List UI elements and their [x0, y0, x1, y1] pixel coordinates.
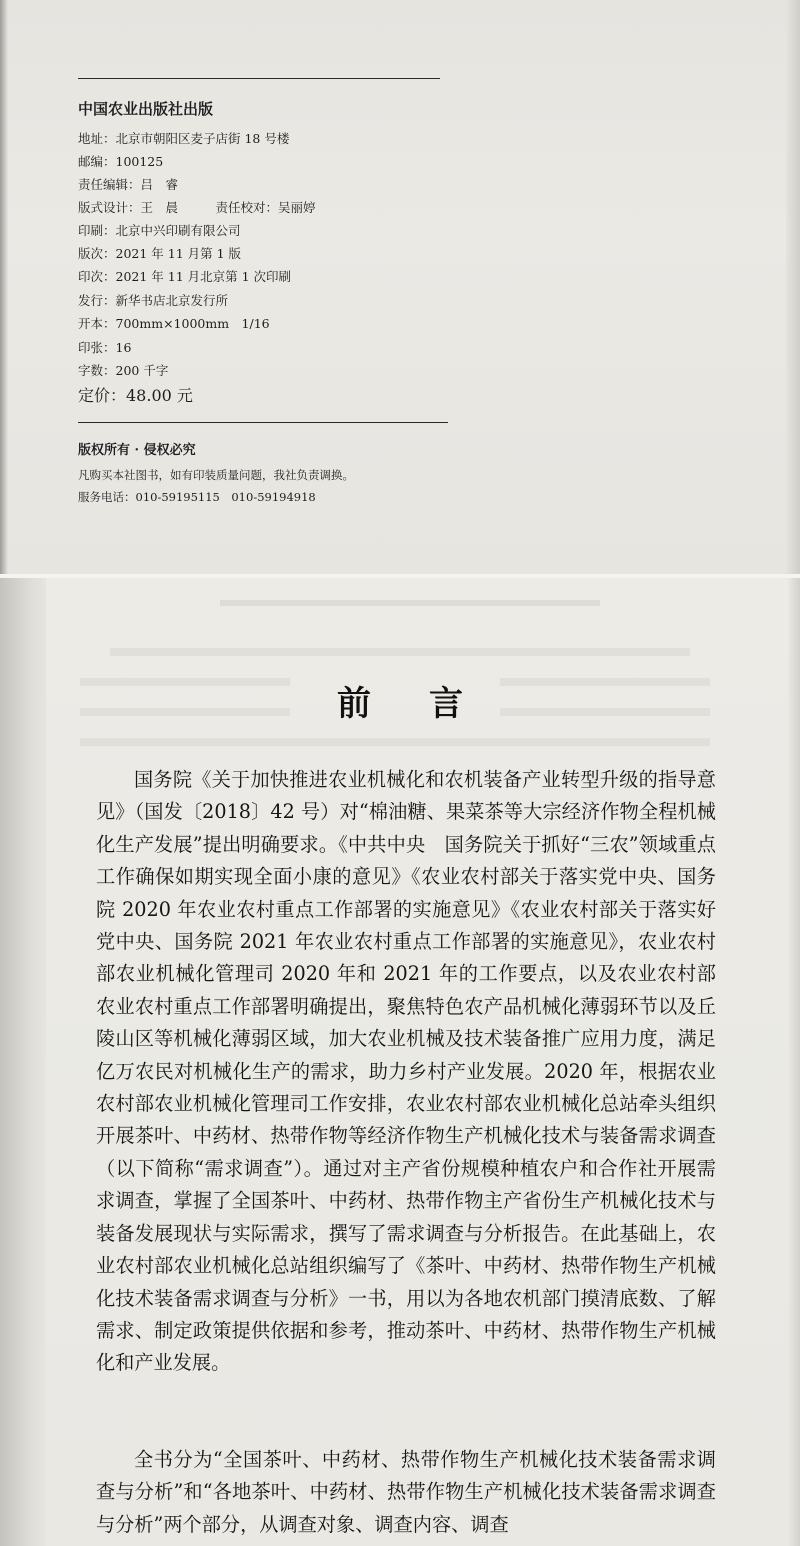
edition: 版次：2021 年 11 月第 1 版 [78, 246, 242, 261]
layout-design: 版式设计：王 晨 责任校对：吴丽婷 [78, 200, 316, 215]
page-shadow-left [0, 0, 8, 574]
price: 定价：48.00 元 [78, 386, 193, 405]
show-through-header [220, 600, 600, 606]
printer: 印刷：北京中兴印刷有限公司 [78, 223, 241, 238]
format: 开本：700mm×1000mm 1/16 [78, 316, 270, 331]
address: 地址：北京市朝阳区麦子店街 18 号楼 [78, 131, 290, 146]
show-through-line [110, 648, 690, 656]
impression: 印次：2021 年 11 月北京第 1 次印刷 [78, 269, 292, 284]
service-phone: 服务电话：010-59195115 010-59194918 [78, 490, 316, 504]
editor: 责任编辑：吕 睿 [78, 177, 179, 192]
preface-title: 前言 [337, 684, 521, 724]
rights-statement: 版权所有 · 侵权必究 [78, 443, 196, 458]
quality-notice: 凡购买本社图书，如有印装质量问题，我社负责调换。 [78, 468, 354, 482]
page-shadow-right [786, 0, 800, 574]
bottom-divider [78, 422, 448, 423]
postcode: 邮编：100125 [78, 154, 164, 169]
top-divider [78, 78, 440, 79]
word-count: 字数：200 千字 [78, 363, 169, 378]
preface-paragraph-2: 全书分为“全国茶叶、中药材、热带作物生产机械化技术装备需求调查与分析”和“各地茶叶、中药材、热带作物生产机械化技术装备需求调查与分析”两个部分，从调查对象、调查内容、调查 [96, 1448, 716, 1536]
sheets: 印张：16 [78, 340, 132, 355]
publisher: 中国农业出版社出版 [78, 100, 214, 118]
distributor: 发行：新华书店北京发行所 [78, 293, 229, 308]
show-through-line [80, 738, 710, 746]
preface-paragraph-1: 国务院《关于加快推进农业机械化和农机装备产业转型升级的指导意见》（国发〔2018〕42 号）对“棉油糖、果菜茶等大宗经济作物全程机械化生产发展”提出明确要求。《中共中央 国务院关于抓好“三农”领域重点工作确保如期实现全面小康的意见》《农业农村部关于落实党中央、国务院 2020 年农业农村重点工作部署的实施意见》《农业农村部关于落实好党中央、国务院 2021 年农业农村重点工作部署的实施意见》，农业农村部农业机械化管理司 2020 年和 2021 年的工作要点，以及农业农村部农业农村重点工作部署明确提出，聚焦特色农产品机械化薄弱环节以及丘陵山区等机械化薄弱区域，加大农业机械及技术装备推广应用力度，满足亿万农民对机械化生产的需求，助力乡村产业发展。2020 年，根据农业农村部农业机械化管理司工作安排，农业农村部农业机械化总站牵头组织开展茶叶、中药材、热带作物等经济作物生产机械化技术与装备需求调查（以下简称“需求调查”）。通过对主产省份规模种植农户和合作社开展需求调查，掌握了全国茶叶、中药材、热带作物主产省份生产机械化技术与装备发展现状与实际需求，撰写了需求调查与分析报告。在此基础上，农业农村部农业机械化总站组织编写了《茶叶、中药材、热带作物生产机械化技术装备需求调查与分析》一书，用以为各地农机部门摸清底数、了解需求、制定政策提供依据和参考，推动茶叶、中药材、热带作物生产机械化和产业发展。 [96, 768, 716, 1375]
preface-page-photo [0, 578, 800, 1546]
copyright-page-photo [0, 0, 800, 574]
